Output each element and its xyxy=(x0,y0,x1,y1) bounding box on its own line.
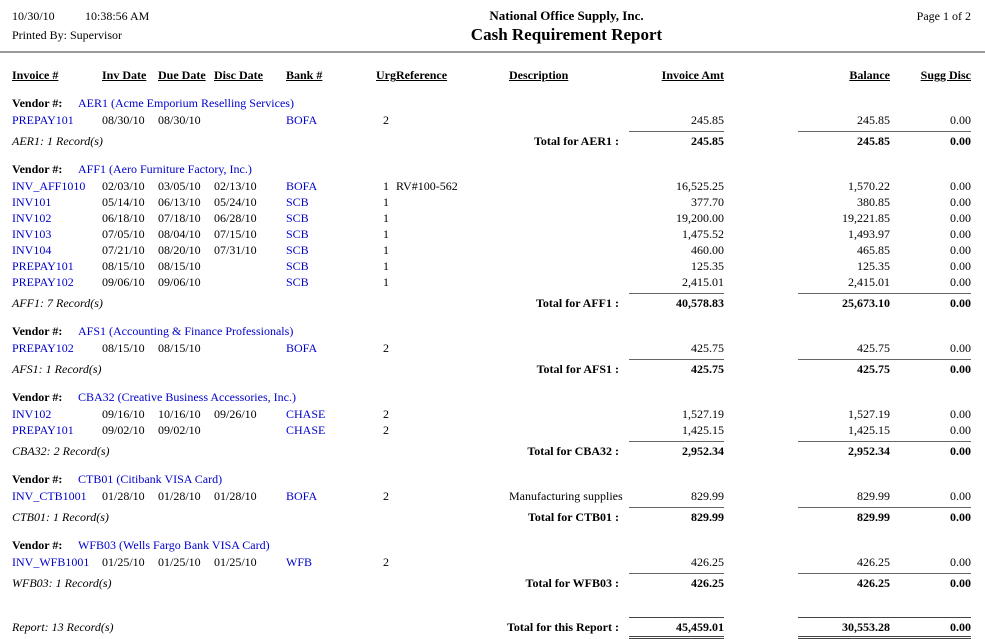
sugg-disc-value: 0.00 xyxy=(950,113,971,127)
invoice-row xyxy=(12,274,985,290)
invoice-date: 07/05/10 xyxy=(102,227,145,241)
section-total-label: Total for AFS1 : xyxy=(536,362,619,376)
sugg-disc-value: 0.00 xyxy=(950,341,971,355)
bank-number-link[interactable]: BOFA xyxy=(286,113,318,127)
section-total-balance: 2,952.34 xyxy=(798,441,890,459)
balance-value: 426.25 xyxy=(857,555,890,569)
invoice-number-link[interactable]: INV101 xyxy=(12,195,52,209)
sugg-disc-value: 0.00 xyxy=(950,243,971,257)
section-total-sugg-disc: 0.00 xyxy=(890,441,971,459)
invoice-date: 06/18/10 xyxy=(102,211,145,225)
section-total-balance: 426.25 xyxy=(798,573,890,591)
discount-date: 01/25/10 xyxy=(214,555,257,569)
invoice-row xyxy=(12,242,985,258)
section-rows xyxy=(0,488,985,504)
section-record-count: AFF1: 7 Record(s) xyxy=(12,296,103,310)
invoice-amt-value: 1,475.52 xyxy=(682,227,724,241)
balance-value: 245.85 xyxy=(857,113,890,127)
section-total-balance: 245.85 xyxy=(798,131,890,149)
description-value: Manufacturing supplies xyxy=(509,489,623,503)
col-sugg-disc: Sugg Disc xyxy=(920,68,971,82)
bank-number-link[interactable]: SCB xyxy=(286,195,309,209)
section-total-label: Total for AFF1 : xyxy=(536,296,619,310)
sugg-disc-value: 0.00 xyxy=(950,195,971,209)
vendor-section xyxy=(0,95,985,149)
balance-value: 1,425.15 xyxy=(848,423,890,437)
due-date: 01/28/10 xyxy=(158,489,201,503)
bank-number-link[interactable]: BOFA xyxy=(286,179,318,193)
report-header xyxy=(0,7,985,46)
vendor-number-label: Vendor #: xyxy=(12,472,63,486)
discount-date: 07/31/10 xyxy=(214,243,257,257)
sugg-disc-value: 0.00 xyxy=(950,407,971,421)
balance-value: 2,415.01 xyxy=(848,275,890,289)
due-date: 09/02/10 xyxy=(158,423,201,437)
section-total-balance: 425.75 xyxy=(798,359,890,377)
header-divider xyxy=(0,51,985,53)
invoice-date: 07/21/10 xyxy=(102,243,145,257)
invoice-date: 08/15/10 xyxy=(102,341,145,355)
balance-value: 125.35 xyxy=(857,259,890,273)
col-invoice-amt: Invoice Amt xyxy=(661,68,724,82)
invoice-amt-value: 2,415.01 xyxy=(682,275,724,289)
invoice-row xyxy=(12,340,985,356)
section-total-row xyxy=(12,507,985,525)
report-total-balance: 30,553.28 xyxy=(798,617,890,639)
invoice-amt-value: 245.85 xyxy=(691,113,724,127)
balance-value: 1,493.97 xyxy=(848,227,890,241)
col-reference: Reference xyxy=(396,68,448,82)
print-time: 10:38:56 AM xyxy=(85,9,150,23)
col-description: Description xyxy=(509,68,569,82)
section-total-row xyxy=(12,441,985,459)
urgency-value: 1 xyxy=(383,179,389,193)
due-date: 08/15/10 xyxy=(158,341,201,355)
bank-number-link[interactable]: SCB xyxy=(286,211,309,225)
invoice-date: 08/15/10 xyxy=(102,259,145,273)
section-rows xyxy=(0,340,985,356)
urgency-value: 2 xyxy=(383,555,389,569)
section-total-label: Total for AER1 : xyxy=(533,134,619,148)
invoice-date: 01/25/10 xyxy=(102,555,145,569)
invoice-amt-value: 426.25 xyxy=(691,555,724,569)
section-total-sugg-disc: 0.00 xyxy=(890,507,971,525)
sugg-disc-value: 0.00 xyxy=(950,275,971,289)
column-headers xyxy=(12,67,985,83)
print-date: 10/30/10 xyxy=(12,9,55,23)
section-total-sugg-disc: 0.00 xyxy=(890,359,971,377)
invoice-amt-value: 125.35 xyxy=(691,259,724,273)
col-bank-number: Bank # xyxy=(286,68,323,82)
urgency-value: 1 xyxy=(383,275,389,289)
section-total-row xyxy=(12,359,985,377)
report-total-row xyxy=(12,617,985,639)
discount-date: 01/28/10 xyxy=(214,489,257,503)
report-title: Cash Requirement Report xyxy=(470,25,663,44)
section-total-label: Total for CBA32 : xyxy=(527,444,619,458)
col-due-date: Due Date xyxy=(158,68,206,82)
section-total-label: Total for CTB01 : xyxy=(527,510,619,524)
page-indicator: Page 1 of 2 xyxy=(916,9,971,23)
col-invoice-number: Invoice # xyxy=(12,68,59,82)
invoice-number-link[interactable]: PREPAY102 xyxy=(12,341,74,355)
reference-value: RV#100-562 xyxy=(396,179,458,193)
discount-date: 07/15/10 xyxy=(214,227,257,241)
invoice-row xyxy=(12,554,985,570)
urgency-value: 1 xyxy=(383,211,389,225)
invoice-date: 02/03/10 xyxy=(102,179,145,193)
invoice-number-link[interactable]: INV_CTB1001 xyxy=(12,489,87,503)
bank-number-link[interactable]: BOFA xyxy=(286,341,318,355)
invoice-date: 09/16/10 xyxy=(102,407,145,421)
vendor-section xyxy=(0,323,985,377)
invoice-row xyxy=(12,258,985,274)
invoice-amt-value: 19,200.00 xyxy=(676,211,724,225)
urgency-value: 2 xyxy=(383,407,389,421)
due-date: 09/06/10 xyxy=(158,275,201,289)
discount-date: 05/24/10 xyxy=(214,195,257,209)
sugg-disc-value: 0.00 xyxy=(950,555,971,569)
due-date: 10/16/10 xyxy=(158,407,201,421)
col-disc-date: Disc Date xyxy=(214,68,263,82)
invoice-date: 08/30/10 xyxy=(102,113,145,127)
balance-value: 829.99 xyxy=(857,489,890,503)
invoice-date: 09/02/10 xyxy=(102,423,145,437)
section-total-sugg-disc: 0.00 xyxy=(890,131,971,149)
due-date: 07/18/10 xyxy=(158,211,201,225)
invoice-number-link[interactable]: INV102 xyxy=(12,407,52,421)
urgency-value: 2 xyxy=(383,113,389,127)
sugg-disc-value: 0.00 xyxy=(950,489,971,503)
vendor-number-label: Vendor #: xyxy=(12,538,63,552)
invoice-number-link[interactable]: PREPAY102 xyxy=(12,275,74,289)
discount-date: 06/28/10 xyxy=(214,211,257,225)
section-record-count: WFB03: 1 Record(s) xyxy=(12,576,112,590)
section-total-row xyxy=(12,131,985,149)
invoice-number-link[interactable]: INV102 xyxy=(12,211,52,225)
sugg-disc-value: 0.00 xyxy=(950,179,971,193)
report-total-label: Total for this Report : xyxy=(507,620,619,634)
invoice-amt-value: 377.70 xyxy=(691,195,724,209)
vendor-name-link[interactable]: WFB03 (Wells Fargo Bank VISA Card) xyxy=(78,538,270,552)
due-date: 01/25/10 xyxy=(158,555,201,569)
vendor-section xyxy=(0,471,985,525)
invoice-number-link[interactable]: INV_WFB1001 xyxy=(12,555,90,569)
balance-value: 19,221.85 xyxy=(842,211,890,225)
due-date: 03/05/10 xyxy=(158,179,201,193)
urgency-value: 1 xyxy=(383,227,389,241)
invoice-date: 09/06/10 xyxy=(102,275,145,289)
invoice-number-link[interactable]: INV_AFF1010 xyxy=(12,179,86,193)
due-date: 08/30/10 xyxy=(158,113,201,127)
sugg-disc-value: 0.00 xyxy=(950,211,971,225)
vendor-section xyxy=(0,537,985,591)
balance-value: 465.85 xyxy=(857,243,890,257)
due-date: 08/15/10 xyxy=(158,259,201,273)
invoice-amt-value: 1,425.15 xyxy=(682,423,724,437)
section-record-count: CTB01: 1 Record(s) xyxy=(12,510,109,524)
company-name: National Office Supply, Inc. xyxy=(489,8,644,23)
col-urgency: Urg xyxy=(376,68,396,82)
discount-date: 09/26/10 xyxy=(214,407,257,421)
urgency-value: 2 xyxy=(383,341,389,355)
invoice-row xyxy=(12,112,985,128)
printed-by: Printed By: Supervisor xyxy=(12,28,122,42)
vendor-name-link[interactable]: CBA32 (Creative Business Accessories, Inc.) xyxy=(78,390,296,404)
report-body xyxy=(0,95,985,591)
report-record-count: Report: 13 Record(s) xyxy=(12,620,114,634)
invoice-row xyxy=(12,210,985,226)
invoice-row xyxy=(12,226,985,242)
section-rows xyxy=(0,406,985,438)
vendor-number-label: Vendor #: xyxy=(12,324,63,338)
invoice-row xyxy=(12,194,985,210)
invoice-number-link[interactable]: PREPAY101 xyxy=(12,113,74,127)
section-rows xyxy=(0,178,985,290)
invoice-amt-value: 1,527.19 xyxy=(682,407,724,421)
balance-value: 425.75 xyxy=(857,341,890,355)
urgency-value: 1 xyxy=(383,243,389,257)
urgency-value: 1 xyxy=(383,195,389,209)
invoice-row xyxy=(12,488,985,504)
invoice-row xyxy=(12,422,985,438)
vendor-name-link[interactable]: AFF1 (Aero Furniture Factory, Inc.) xyxy=(78,162,252,176)
invoice-amt-value: 460.00 xyxy=(691,243,724,257)
section-total-label: Total for WFB03 : xyxy=(525,576,619,590)
invoice-number-link[interactable]: PREPAY101 xyxy=(12,423,74,437)
sugg-disc-value: 0.00 xyxy=(950,259,971,273)
section-record-count: CBA32: 2 Record(s) xyxy=(12,444,110,458)
section-total-invoice-amt: 829.99 xyxy=(629,507,724,525)
section-record-count: AFS1: 1 Record(s) xyxy=(12,362,102,376)
invoice-amt-value: 16,525.25 xyxy=(676,179,724,193)
vendor-section xyxy=(0,161,985,311)
section-total-invoice-amt: 425.75 xyxy=(629,359,724,377)
section-total-row xyxy=(12,293,985,311)
discount-date: 02/13/10 xyxy=(214,179,257,193)
urgency-value: 2 xyxy=(383,489,389,503)
bank-number-link[interactable]: SCB xyxy=(286,227,309,241)
section-total-sugg-disc: 0.00 xyxy=(890,573,971,591)
section-record-count: AER1: 1 Record(s) xyxy=(12,134,103,148)
invoice-amt-value: 425.75 xyxy=(691,341,724,355)
sugg-disc-value: 0.00 xyxy=(950,227,971,241)
balance-value: 1,570.22 xyxy=(848,179,890,193)
bank-number-link[interactable]: BOFA xyxy=(286,489,318,503)
invoice-number-link[interactable]: INV103 xyxy=(12,227,52,241)
col-balance: Balance xyxy=(849,68,890,82)
section-total-sugg-disc: 0.00 xyxy=(890,293,971,311)
balance-value: 380.85 xyxy=(857,195,890,209)
vendor-name-link[interactable]: AFS1 (Accounting & Finance Professionals) xyxy=(78,324,294,338)
invoice-number-link[interactable]: PREPAY101 xyxy=(12,259,74,273)
section-total-invoice-amt: 2,952.34 xyxy=(629,441,724,459)
vendor-number-label: Vendor #: xyxy=(12,390,63,404)
vendor-name-link[interactable]: CTB01 (Citibank VISA Card) xyxy=(78,472,223,486)
due-date: 08/20/10 xyxy=(158,243,201,257)
bank-number-link[interactable]: CHASE xyxy=(286,423,326,437)
section-total-invoice-amt: 426.25 xyxy=(629,573,724,591)
vendor-section xyxy=(0,389,985,459)
section-total-balance: 25,673.10 xyxy=(798,293,890,311)
urgency-value: 2 xyxy=(383,423,389,437)
invoice-number-link[interactable]: INV104 xyxy=(12,243,52,257)
due-date: 08/04/10 xyxy=(158,227,201,241)
col-inv-date: Inv Date xyxy=(102,68,147,82)
section-total-balance: 829.99 xyxy=(798,507,890,525)
invoice-date: 05/14/10 xyxy=(102,195,145,209)
sugg-disc-value: 0.00 xyxy=(950,423,971,437)
invoice-date: 01/28/10 xyxy=(102,489,145,503)
bank-number-link[interactable]: SCB xyxy=(286,275,309,289)
bank-number-link[interactable]: SCB xyxy=(286,259,309,273)
invoice-row xyxy=(12,178,985,194)
report-total-invoice-amt: 45,459.01 xyxy=(629,617,724,639)
section-rows xyxy=(0,554,985,570)
section-rows xyxy=(0,112,985,128)
due-date: 06/13/10 xyxy=(158,195,201,209)
bank-number-link[interactable]: SCB xyxy=(286,243,309,257)
vendor-name-link[interactable]: AER1 (Acme Emporium Reselling Services) xyxy=(78,96,294,110)
section-total-invoice-amt: 245.85 xyxy=(629,131,724,149)
bank-number-link[interactable]: CHASE xyxy=(286,407,326,421)
report-total-sugg-disc: 0.00 xyxy=(890,617,971,639)
vendor-number-label: Vendor #: xyxy=(12,96,63,110)
section-total-invoice-amt: 40,578.83 xyxy=(629,293,724,311)
vendor-number-label: Vendor #: xyxy=(12,162,63,176)
invoice-amt-value: 829.99 xyxy=(691,489,724,503)
section-total-row xyxy=(12,573,985,591)
bank-number-link[interactable]: WFB xyxy=(286,555,313,569)
balance-value: 1,527.19 xyxy=(848,407,890,421)
urgency-value: 1 xyxy=(383,259,389,273)
invoice-row xyxy=(12,406,985,422)
